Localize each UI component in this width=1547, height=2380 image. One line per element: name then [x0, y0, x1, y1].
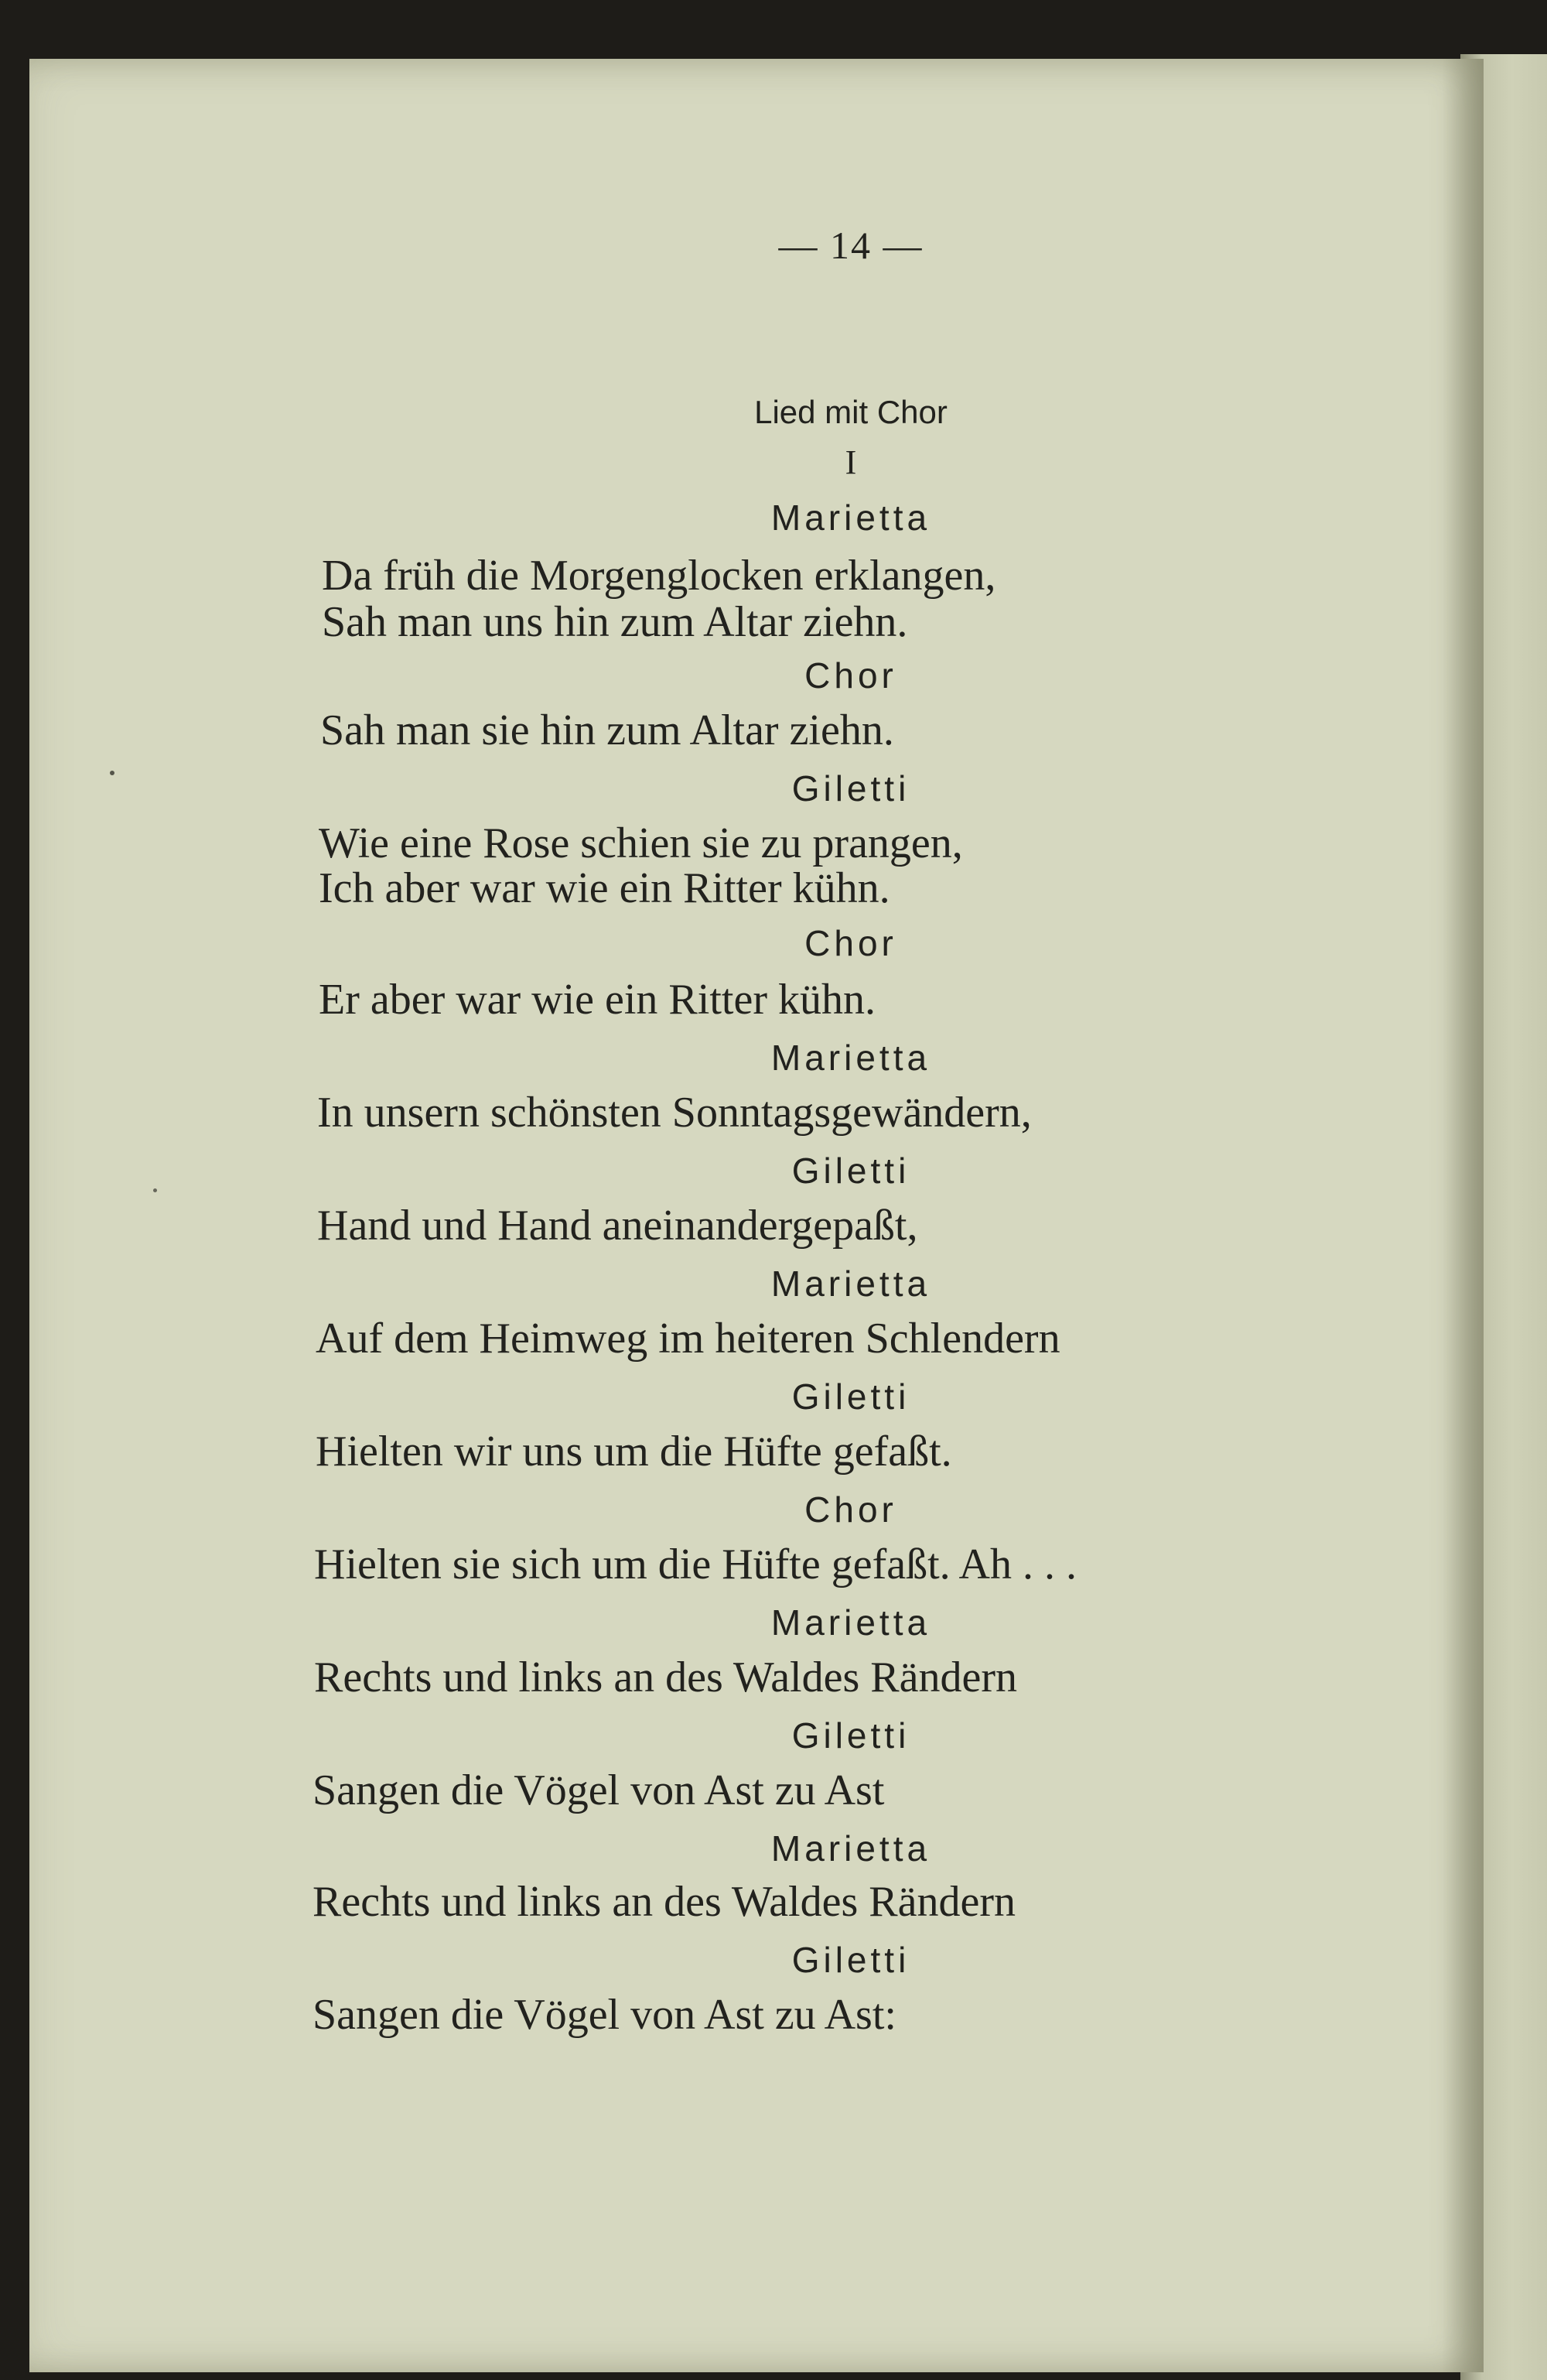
verse-line: Ich aber war wie ein Ritter kühn.: [319, 864, 890, 912]
speaker-name: Marietta: [770, 498, 931, 538]
verse-line: Hielten sie sich um die Hüfte gefaßt. Ah . . .: [314, 1541, 1077, 1588]
speaker-name: Giletti: [791, 1376, 910, 1417]
speaker-name: Marietta: [770, 1264, 931, 1304]
speaker-name: Giletti: [791, 1940, 910, 1980]
speaker-name: Chor: [804, 1489, 897, 1530]
verse-line: Hielten wir uns um die Hüfte gefaßt.: [316, 1428, 952, 1476]
page: [29, 59, 1484, 2372]
page-number: — 14 —: [778, 224, 924, 267]
paper-speck: [153, 1188, 157, 1192]
speaker-name: Marietta: [770, 1038, 931, 1078]
speaker-name: Giletti: [791, 768, 910, 809]
verse-line: Sangen die Vögel von Ast zu Ast: [312, 1766, 885, 1814]
verse-line: In unsern schönsten Sonntagsgewändern,: [317, 1089, 1032, 1137]
section-title: Lied mit Chor: [754, 394, 948, 430]
speaker-name: Giletti: [791, 1715, 910, 1756]
verse-line: Hand und Hand aneinandergepaßt,: [317, 1202, 918, 1250]
verse-line: Sah man sie hin zum Altar ziehn.: [320, 706, 894, 754]
verse-line: Da früh die Morgenglocken erklangen,: [322, 552, 996, 600]
verse-line: Sangen die Vögel von Ast zu Ast:: [312, 1991, 896, 2039]
speaker-name: Chor: [804, 923, 897, 963]
verse-line: Sah man uns hin zum Altar ziehn.: [322, 598, 908, 646]
verse-line: Er aber war wie ein Ritter kühn.: [319, 976, 876, 1024]
speaker-name: Chor: [804, 655, 897, 696]
section-number: I: [845, 443, 857, 481]
verse-line: Rechts und links an des Waldes Rändern: [312, 1878, 1016, 1926]
speaker-name: Giletti: [791, 1151, 910, 1191]
speaker-name: Marietta: [770, 1828, 931, 1869]
verse-line: Rechts und links an des Waldes Rändern: [314, 1653, 1017, 1701]
verse-line: Auf dem Heimweg im heiteren Schlendern: [316, 1315, 1060, 1363]
verse-line: Wie eine Rose schien sie zu prangen,: [319, 819, 963, 867]
speaker-name: Marietta: [770, 1602, 931, 1643]
